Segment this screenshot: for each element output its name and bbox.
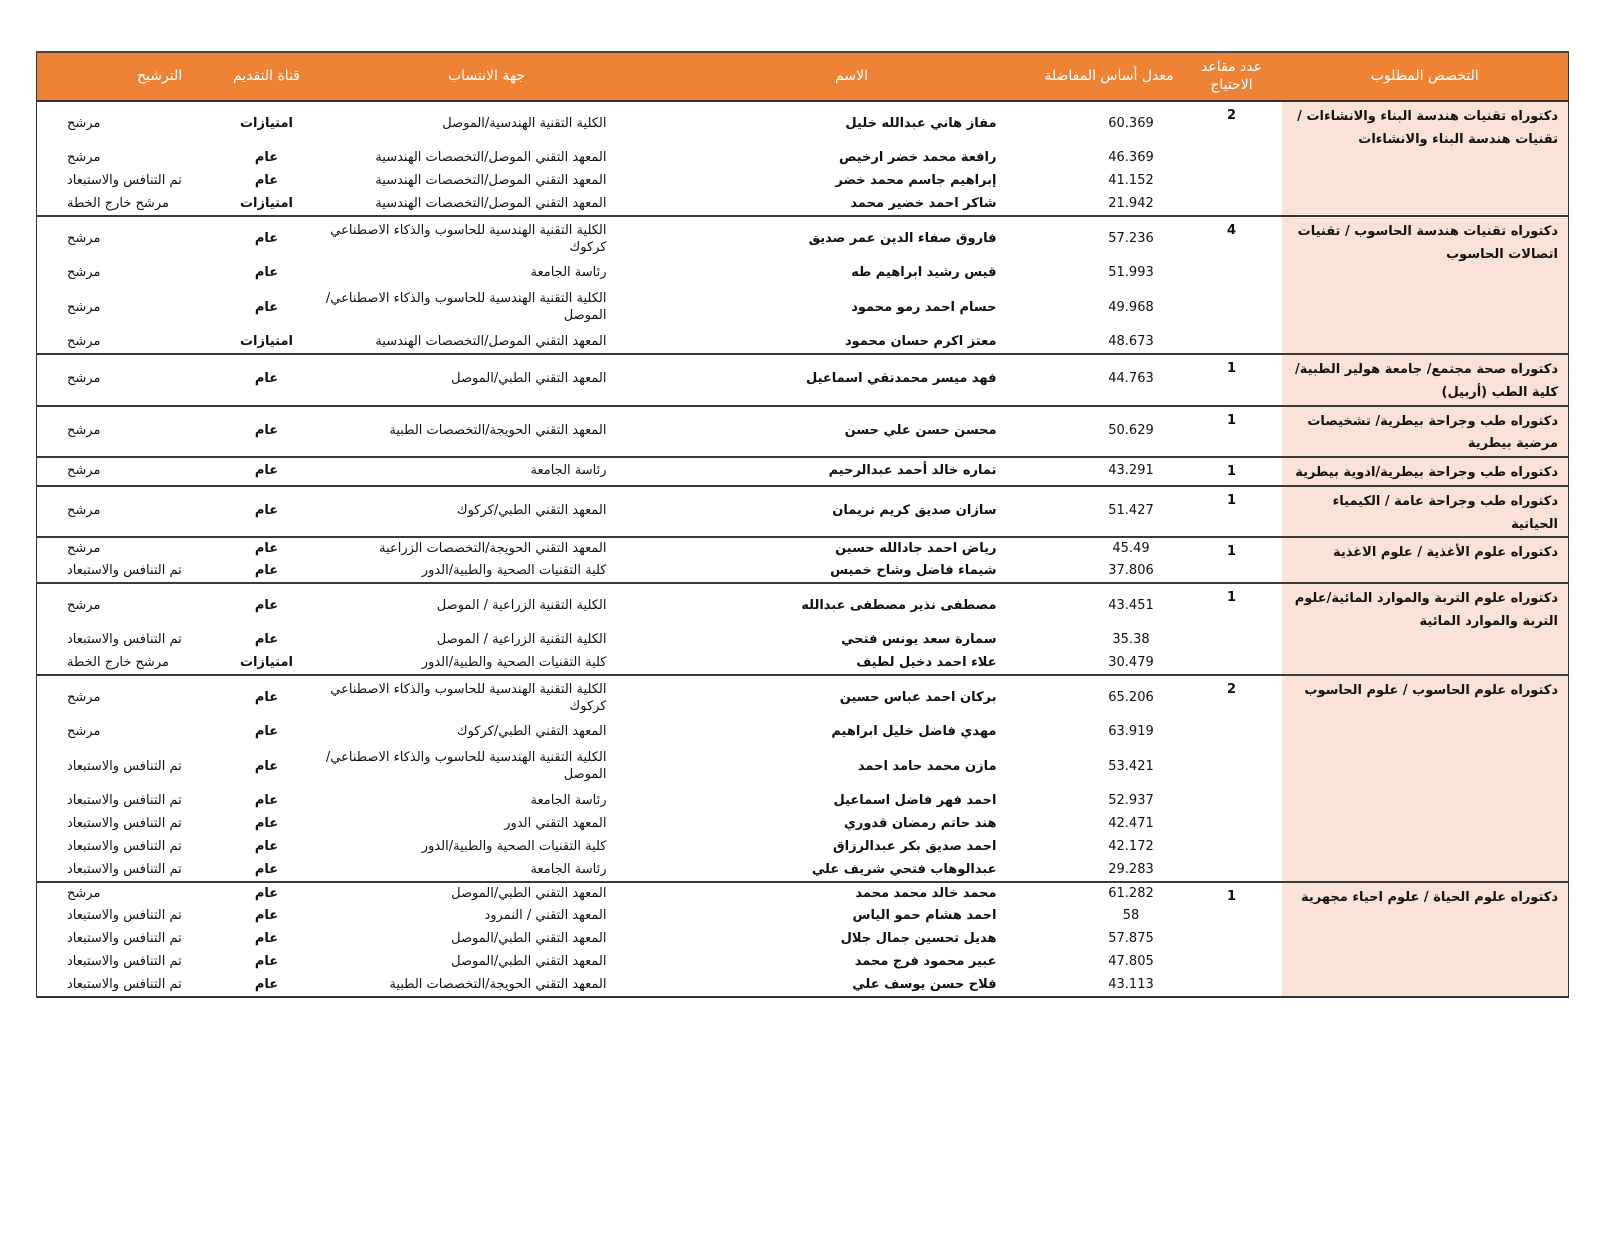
specialization-cell: دكتوراه طب وجراحة بيطرية/ادوية بيطرية <box>1282 457 1569 486</box>
header-channel: قناة التقديم <box>227 52 307 101</box>
nomination-cell: مرشح <box>67 265 101 281</box>
table-row <box>37 675 1569 721</box>
score-cell: 65.206 <box>1037 675 1182 721</box>
specialization-cell: دكتوراه طب وجراحة بيطرية/ تشخيصات مرضية بيطرية <box>1282 406 1569 458</box>
affiliation-cell: الكلية التقنية الزراعية / الموصل <box>307 583 667 629</box>
affiliation-cell: كلية التقنيات الصحية والطبية/الدور <box>421 562 607 578</box>
channel-cell: عام <box>254 908 279 924</box>
affiliation-cell: الكلية التقنية الهندسية للحاسوب والذكاء الاصطناعي/الموصل <box>325 291 607 323</box>
table-row <box>37 583 1569 629</box>
score-cell: 52.937 <box>1108 793 1154 809</box>
nomination-cell: مرشح خارج الخطة <box>67 195 169 211</box>
table-body <box>37 101 1569 997</box>
score-cell: 37.806 <box>1108 562 1154 578</box>
nomination-cell: تم التنافس والاستبعاد <box>67 816 182 832</box>
score-cell: 43.451 <box>1037 583 1182 629</box>
channel-cell: عام <box>254 954 279 970</box>
candidates-table-container <box>36 51 1568 998</box>
score-cell: 51.427 <box>1037 486 1182 538</box>
seats-cell: 2 <box>1226 108 1237 123</box>
score-cell: 60.369 <box>1108 116 1154 132</box>
name-cell: مفاز هاني عبدالله خليل <box>845 116 997 132</box>
nomination-cell: تم التنافس والاستبعاد <box>67 954 182 970</box>
channel-cell: عام <box>254 861 279 877</box>
channel-cell: عام <box>254 150 279 166</box>
name-cell: محمد خالد محمد محمد <box>667 882 1037 905</box>
affiliation-cell: المعهد التقني الطبي/كركوك <box>307 486 667 538</box>
nomination-cell: مرشح <box>67 299 101 315</box>
seats-cell: 1 <box>1182 457 1282 486</box>
affiliation-cell: المعهد التقني الموصل/التخصصات الهندسية <box>375 150 607 166</box>
score-cell: 49.968 <box>1108 299 1154 315</box>
name-cell: مهدي فاضل خليل ابراهيم <box>831 724 997 740</box>
table-row <box>37 354 1569 406</box>
specialization-cell: دكتوراه علوم التربة والموارد المائية/علوم التربة والموارد المائية <box>1282 583 1569 675</box>
nomination-cell: تم التنافس والاستبعاد <box>67 562 182 578</box>
seats-cell: 1 <box>1182 882 1282 997</box>
affiliation-cell: المعهد التقني الحويجة/التخصصات الطبية <box>389 976 607 992</box>
seats-cell: 1 <box>1182 537 1282 583</box>
nomination-cell: تم التنافس والاستبعاد <box>67 758 182 774</box>
name-cell: عبدالوهاب فتحي شريف علي <box>811 861 997 877</box>
name-cell: سازان صديق كريم نريمان <box>667 486 1037 538</box>
channel-cell: عام <box>254 931 279 947</box>
channel-cell: عام <box>254 724 279 740</box>
nomination-cell: مرشح <box>37 406 227 458</box>
affiliation-cell: المعهد التقني الدور <box>504 816 607 832</box>
affiliation-cell: المعهد التقني الطبي/الموصل <box>451 931 607 947</box>
score-cell: 50.629 <box>1037 406 1182 458</box>
affiliation-cell: المعهد التقني الطبي/الموصل <box>451 954 607 970</box>
channel-cell: عام <box>254 299 279 315</box>
header-name: الاسم <box>667 52 1037 101</box>
name-cell: احمد فهر فاضل اسماعيل <box>833 793 997 809</box>
channel-cell: امتيازات <box>239 654 293 670</box>
affiliation-cell: الكلية التقنية الهندسية للحاسوب والذكاء الاصطناعي كركوك <box>307 216 667 262</box>
channel-cell: عام <box>254 173 279 189</box>
name-cell: شيماء فاضل وشاح خميس <box>830 562 997 578</box>
affiliation-cell: المعهد التقني الموصل/التخصصات الهندسية <box>375 333 607 349</box>
specialization-cell: دكتوراه تقنيات هندسة الحاسوب / تقنيات اتصالات الحاسوب <box>1282 216 1569 354</box>
score-cell: 51.993 <box>1108 265 1154 281</box>
affiliation-cell: كلية التقنيات الصحية والطبية/الدور <box>421 654 607 670</box>
seats-cell: 1 <box>1182 406 1282 458</box>
table-row <box>37 537 1569 560</box>
nomination-cell: مرشح <box>37 486 227 538</box>
channel-cell: امتيازات <box>239 116 293 132</box>
score-cell: 35.38 <box>1112 632 1150 648</box>
nomination-cell: مرشح <box>67 116 101 132</box>
header-score: معدل أساس المفاضلة <box>1037 52 1182 101</box>
channel-cell: عام <box>254 758 279 774</box>
score-cell: 45.49 <box>1037 537 1182 560</box>
header-seats: عدد مقاعد الاحتياج <box>1182 52 1282 101</box>
affiliation-cell: المعهد التقني الموصل/التخصصات الهندسية <box>375 173 607 189</box>
affiliation-cell: الكلية التقنية الزراعية / الموصل <box>436 632 607 648</box>
nomination-cell: تم التنافس والاستبعاد <box>67 908 182 924</box>
score-cell: 46.369 <box>1108 150 1154 166</box>
channel-cell: عام <box>254 976 279 992</box>
affiliation-cell: المعهد التقني الحويجة/التخصصات الطبية <box>307 406 667 458</box>
score-cell: 42.172 <box>1108 839 1154 855</box>
channel-cell: عام <box>227 216 307 262</box>
score-cell: 41.152 <box>1108 173 1154 189</box>
name-cell: إبراهيم جاسم محمد خضر <box>835 173 997 189</box>
score-cell: 30.479 <box>1108 654 1154 670</box>
seats-cell: 1 <box>1182 354 1282 406</box>
affiliation-cell: الكلية التقنية الهندسية/الموصل <box>442 116 607 132</box>
nomination-cell: مرشح <box>37 354 227 406</box>
name-cell: عبير محمود فرج محمد <box>854 954 997 970</box>
channel-cell: عام <box>227 882 307 905</box>
table-row <box>37 406 1569 458</box>
score-cell: 57.875 <box>1108 931 1154 947</box>
channel-cell: عام <box>227 675 307 721</box>
specialization-cell: دكتوراه طب وجراحة عامة / الكيمياء الحياتية <box>1282 486 1569 538</box>
candidates-table <box>36 51 1569 998</box>
channel-cell: عام <box>254 265 279 281</box>
affiliation-cell: الكلية التقنية الهندسية للحاسوب والذكاء الاصطناعي/الموصل <box>325 750 607 783</box>
nomination-cell: تم التنافس والاستبعاد <box>67 839 182 855</box>
name-cell: هديل تحسين جمال جلال <box>840 931 997 947</box>
score-cell: 53.421 <box>1108 758 1154 774</box>
name-cell: قيس رشيد ابراهيم طه <box>851 265 997 281</box>
nomination-cell: تم التنافس والاستبعاد <box>67 793 182 809</box>
name-cell: فاروق صفاء الدين عمر صديق <box>667 216 1037 262</box>
name-cell: تماره خالد أحمد عبدالرحيم <box>667 457 1037 486</box>
channel-cell: امتيازات <box>239 333 293 349</box>
affiliation-cell: كلية التقنيات الصحية والطبية/الدور <box>421 839 607 855</box>
nomination-cell: مرشح <box>37 882 227 905</box>
nomination-cell: مرشح <box>67 333 101 349</box>
table-row <box>37 216 1569 262</box>
affiliation-cell: المعهد التقني الحويجة/التخصصات الزراعية <box>307 537 667 560</box>
table-row <box>37 486 1569 538</box>
table-row <box>37 457 1569 486</box>
name-cell: رافعة محمد خضر ارخيص <box>838 150 997 166</box>
specialization-cell: دكتوراه علوم الحاسوب / علوم الحاسوب <box>1282 675 1569 882</box>
name-cell: احمد هشام حمو الياس <box>852 908 997 924</box>
name-cell: علاء احمد دخيل لطيف <box>856 654 997 670</box>
affiliation-cell: رئاسة الجامعة <box>530 793 607 809</box>
name-cell: معتز اكرم حسان محمود <box>844 333 997 349</box>
affiliation-cell: المعهد التقني الموصل/التخصصات الهندسية <box>375 195 607 211</box>
channel-cell: عام <box>227 354 307 406</box>
channel-cell: عام <box>254 562 279 578</box>
affiliation-cell: رئاسة الجامعة <box>530 265 607 281</box>
nomination-cell: مرشح <box>37 537 227 560</box>
channel-cell: عام <box>254 816 279 832</box>
specialization-cell: دكتوراه تقنيات هندسة البناء والانشاءات / تقنيات هندسة البناء والانشاءات <box>1282 101 1569 216</box>
table-row <box>37 101 1569 147</box>
score-cell: 61.282 <box>1037 882 1182 905</box>
score-cell: 43.291 <box>1037 457 1182 486</box>
affiliation-cell: المعهد التقني / النمرود <box>484 908 607 924</box>
name-cell: فلاح حسن يوسف علي <box>852 976 997 992</box>
name-cell: مصطفى نذير مصطفى عبدالله <box>667 583 1037 629</box>
name-cell: محسن حسن علي حسن <box>667 406 1037 458</box>
nomination-cell: تم التنافس والاستبعاد <box>67 632 182 648</box>
affiliation-cell: المعهد التقني الطبي/الموصل <box>307 882 667 905</box>
channel-cell: عام <box>227 583 307 629</box>
nomination-cell: مرشح <box>67 724 101 740</box>
nomination-cell: مرشح <box>37 675 227 721</box>
name-cell: بركان احمد عباس حسين <box>667 675 1037 721</box>
seats-cell: 4 <box>1182 216 1282 354</box>
score-cell: 21.942 <box>1108 195 1154 211</box>
score-cell: 42.471 <box>1108 816 1154 832</box>
nomination-cell: تم التنافس والاستبعاد <box>67 173 182 189</box>
affiliation-cell: المعهد التقني الطبي/كركوك <box>456 724 607 740</box>
nomination-cell: تم التنافس والاستبعاد <box>67 976 182 992</box>
name-cell: شاكر احمد خضير محمد <box>850 195 997 211</box>
seats-cell: 2 <box>1182 675 1282 882</box>
name-cell: هند حاتم رمضان قدوري <box>843 816 997 832</box>
channel-cell: عام <box>254 839 279 855</box>
nomination-cell: مرشح <box>37 583 227 629</box>
seats-cell: 1 <box>1182 583 1282 675</box>
nomination-cell: مرشح <box>37 457 227 486</box>
channel-cell: عام <box>254 632 279 648</box>
specialization-cell: دكتوراه علوم الأغذية / علوم الاغذية <box>1282 537 1569 583</box>
name-cell: حسام احمد رمو محمود <box>851 299 997 315</box>
table-header <box>37 52 1569 101</box>
score-cell: 63.919 <box>1108 724 1154 740</box>
table-row <box>37 882 1569 905</box>
channel-cell: عام <box>227 486 307 538</box>
header-specialization: التخصص المطلوب <box>1282 52 1569 101</box>
specialization-cell: دكتوراه علوم الحياة / علوم احياء مجهرية <box>1282 882 1569 997</box>
affiliation-cell: المعهد التقني الطبي/الموصل <box>307 354 667 406</box>
nomination-cell: مرشح خارج الخطة <box>67 654 169 670</box>
channel-cell: عام <box>227 457 307 486</box>
score-cell: 44.763 <box>1037 354 1182 406</box>
channel-cell: عام <box>254 793 279 809</box>
affiliation-cell: رئاسة الجامعة <box>307 457 667 486</box>
nomination-cell: مرشح <box>67 150 101 166</box>
seats-cell: 1 <box>1182 486 1282 538</box>
nomination-cell: تم التنافس والاستبعاد <box>67 931 182 947</box>
score-cell: 43.113 <box>1108 976 1154 992</box>
name-cell: رياض احمد جادالله حسين <box>667 537 1037 560</box>
channel-cell: عام <box>227 537 307 560</box>
name-cell: مازن محمد حامد احمد <box>857 758 997 774</box>
nomination-cell: مرشح <box>37 216 227 262</box>
score-cell: 47.805 <box>1108 954 1154 970</box>
score-cell: 48.673 <box>1108 333 1154 349</box>
affiliation-cell: رئاسة الجامعة <box>530 861 607 877</box>
channel-cell: عام <box>227 406 307 458</box>
name-cell: سمارة سعد يونس فتحي <box>841 632 997 648</box>
channel-cell: امتيازات <box>239 195 293 211</box>
score-cell: 29.283 <box>1108 861 1154 877</box>
header-affiliation: جهة الانتساب <box>307 52 667 101</box>
header-nomination: الترشيح <box>37 52 227 101</box>
name-cell: فهد ميسر محمدتقي اسماعيل <box>667 354 1037 406</box>
score-cell: 58 <box>1122 908 1140 924</box>
affiliation-cell: الكلية التقنية الهندسية للحاسوب والذكاء الاصطناعي كركوك <box>307 675 667 721</box>
score-cell: 57.236 <box>1037 216 1182 262</box>
specialization-cell: دكتوراه صحة مجتمع/ جامعة هولير الطبية/ كلية الطب (أربيل) <box>1282 354 1569 406</box>
name-cell: احمد صديق بكر عبدالرزاق <box>832 839 997 855</box>
nomination-cell: تم التنافس والاستبعاد <box>67 861 182 877</box>
